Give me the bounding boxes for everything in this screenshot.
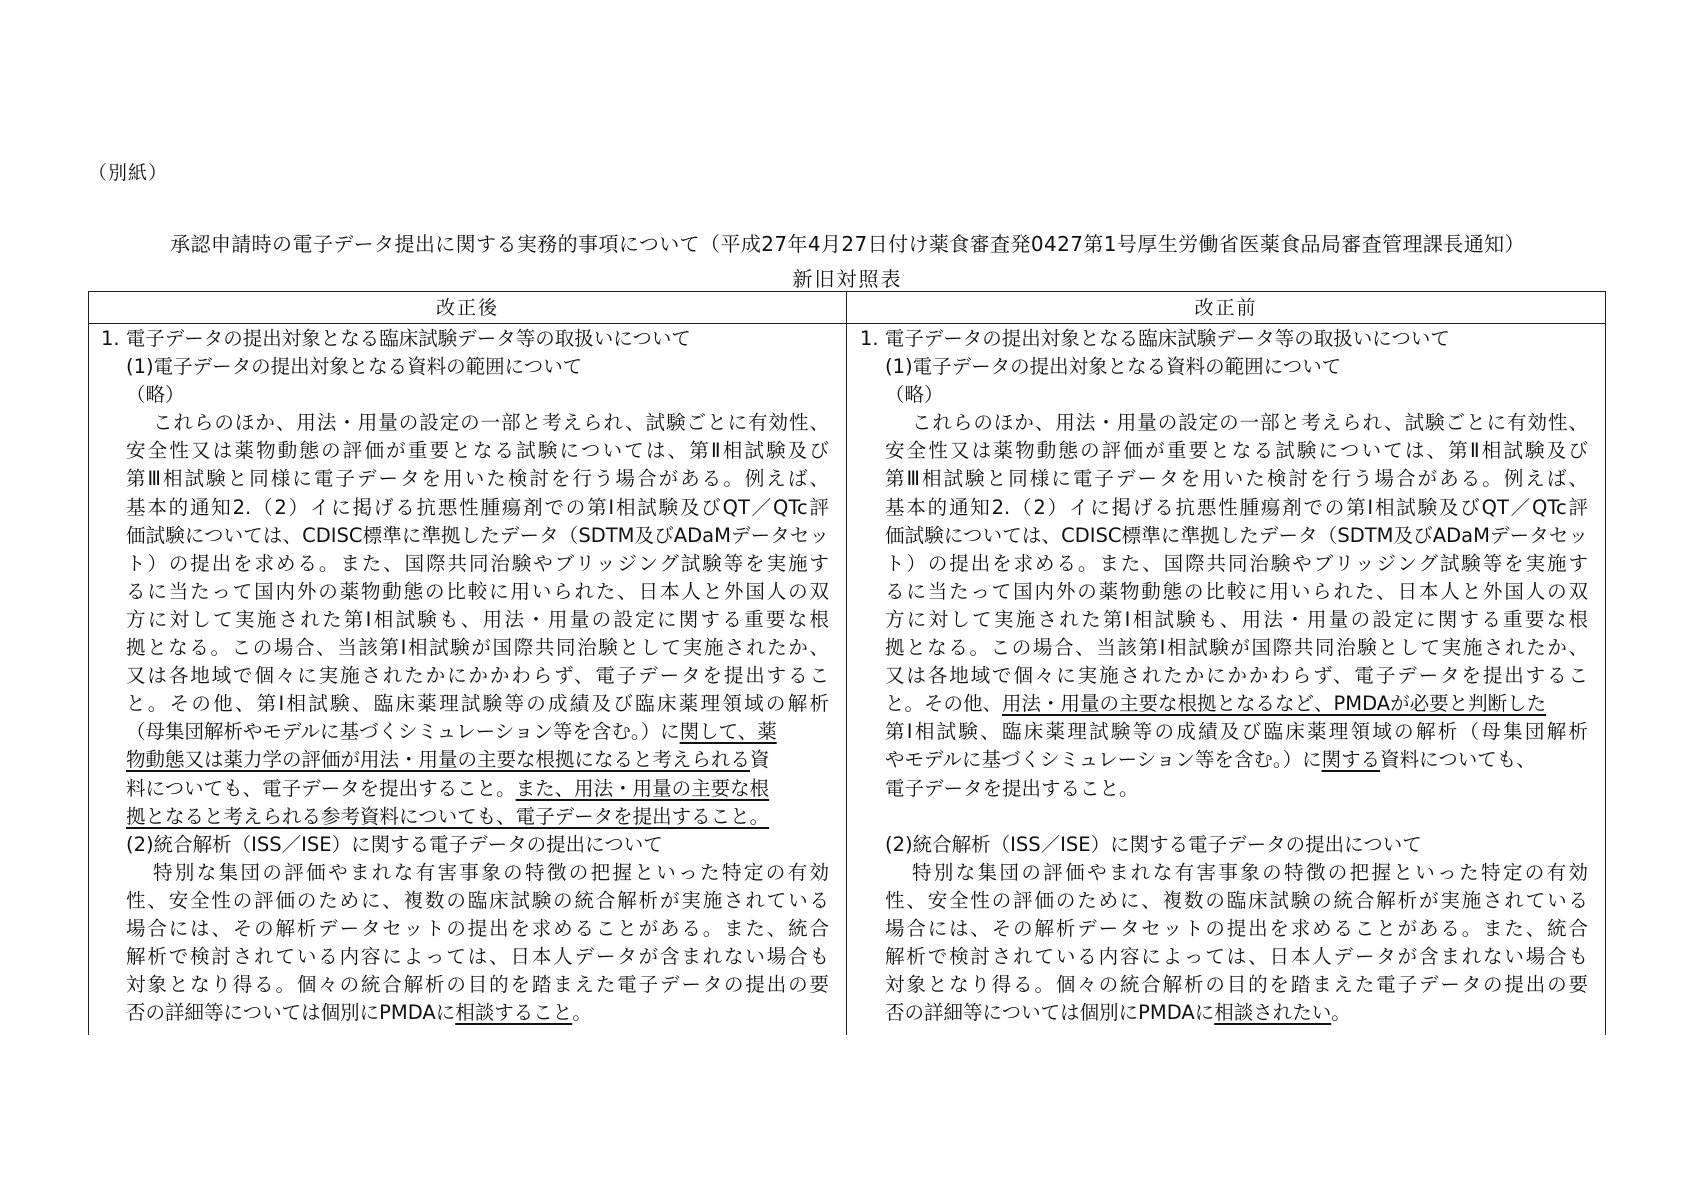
omitted-note: （略） — [126, 383, 185, 407]
body-line: と。その他、第Ⅰ相試験、臨床薬理試験等の成績及び臨床薬理領域の解析 — [126, 692, 829, 716]
body-line: 価試験については、CDISC標準に準拠したデータ（SDTM及びADaMデータセッ — [126, 523, 829, 547]
body-line: 拠となる。この場合、当該第Ⅰ相試験が国際共同治験として実施されたか、 — [885, 636, 1588, 660]
body-line — [101, 718, 829, 746]
body-line: るに当たって国内外の薬物動態の比較に用いられた、日本人と外国人の双 — [885, 579, 1588, 603]
body-line: 特別な集団の評価やまれな有害事象の特徴の把握といった特定の有効 — [912, 860, 1588, 884]
body-line: 方に対して実施された第Ⅰ相試験も、用法・用量の設定に関する重要な根 — [126, 607, 829, 631]
body-line: 特別な集団の評価やまれな有害事象の特徴の把握といった特定の有効 — [153, 860, 829, 884]
body-line — [101, 746, 829, 774]
body-line: 場合には、その解析データセットの提出を求めることがある。また、統合 — [885, 916, 1588, 940]
omitted-note: （略） — [885, 383, 944, 407]
body-line: 基本的通知2.（2）イに掲げる抗悪性腫瘍剤での第Ⅰ相試験及びQT／QTc評 — [126, 495, 829, 519]
subsection-heading: (2)統合解析（ISS／ISE）に関する電子データの提出について — [126, 832, 663, 856]
document-subtitle: 新旧対照表 — [792, 267, 903, 291]
annex-label: （別紙） — [88, 162, 169, 184]
body-line: ト）の提出を求める。また、国際共同治験やブリッジング試験等を実施す — [885, 551, 1588, 575]
body-line — [101, 803, 829, 831]
body-line: るに当たって国内外の薬物動態の比較に用いられた、日本人と外国人の双 — [126, 579, 829, 603]
body-line — [101, 775, 829, 803]
subsection-heading: (1)電子データの提出対象となる資料の範囲について — [885, 355, 1342, 379]
body-line: 第Ⅲ相試験と同様に電子データを用いた検討を行う場合がある。例えば、 — [885, 467, 1588, 491]
body-line: これらのほか、用法・用量の設定の一部と考えられ、試験ごとに有効性、 — [153, 411, 829, 435]
body-line: 安全性又は薬物動態の評価が重要となる試験については、第Ⅱ相試験及び — [126, 439, 829, 463]
body-line: 又は各地域で個々に実施されたかにかかわらず、電子データを提出するこ — [885, 664, 1588, 688]
document-title: 承認申請時の電子データ提出に関する実務的事項について（平成27年4月27日付け薬食審査発0427第1号厚生労働省医薬食品局審査管理課長通知） — [170, 232, 1525, 256]
text-segment: 資 — [750, 748, 770, 772]
body-line: 解析で検討されている内容によっては、日本人データが含まれない場合も — [126, 945, 829, 969]
column-before-revision — [860, 325, 1588, 1027]
body-line — [101, 999, 829, 1027]
body-line — [860, 999, 1588, 1027]
text-segment: 料についても、電子データを提出すること。 — [126, 776, 516, 800]
body-line: 安全性又は薬物動態の評価が重要となる試験については、第Ⅱ相試験及び — [885, 439, 1588, 463]
section-heading: 1. 電子データの提出対象となる臨床試験データ等の取扱いについて — [860, 327, 1450, 350]
header-before-revision: 改正前 — [1194, 297, 1258, 319]
body-line: 場合には、その解析データセットの提出を求めることがある。また、統合 — [126, 916, 829, 940]
text-segment: 。 — [572, 1001, 592, 1025]
body-line: 第Ⅰ相試験、臨床薬理試験等の成績及び臨床薬理領域の解析（母集団解析 — [885, 720, 1588, 744]
amended-text: 相談されたい — [1214, 1001, 1332, 1025]
amended-text: 相談すること — [455, 1001, 573, 1025]
body-line: 第Ⅲ相試験と同様に電子データを用いた検討を行う場合がある。例えば、 — [126, 467, 829, 491]
header-divider — [89, 323, 1605, 324]
subsection-heading: (1)電子データの提出対象となる資料の範囲について — [126, 355, 583, 379]
text-segment: 否の詳細等については個別にPMDAに — [885, 1001, 1215, 1025]
subsection-heading: (2)統合解析（ISS／ISE）に関する電子データの提出について — [885, 832, 1422, 856]
body-line — [860, 746, 1588, 774]
column-divider — [846, 292, 847, 1035]
amended-text: 関する — [1321, 748, 1381, 772]
body-line: 価試験については、CDISC標準に準拠したデータ（SDTM及びADaMデータセッ — [885, 523, 1588, 547]
body-line: 拠となる。この場合、当該第Ⅰ相試験が国際共同治験として実施されたか、 — [126, 636, 829, 660]
body-line: ト）の提出を求める。また、国際共同治験やブリッジング試験等を実施す — [126, 551, 829, 575]
body-line: 対象となり得る。個々の統合解析の目的を踏まえた電子データの提出の要 — [126, 973, 829, 997]
amended-text: 関して、薬 — [679, 720, 777, 744]
body-line: 又は各地域で個々に実施されたかにかかわらず、電子データを提出するこ — [126, 664, 829, 688]
comparison-table — [88, 291, 1606, 1035]
body-line: 方に対して実施された第Ⅰ相試験も、用法・用量の設定に関する重要な根 — [885, 607, 1588, 631]
text-segment: と。その他、 — [885, 692, 1003, 716]
section-heading: 1. 電子データの提出対象となる臨床試験データ等の取扱いについて — [101, 327, 691, 350]
amended-text: また、用法・用量の主要な根 — [515, 776, 770, 800]
body-line: 対象となり得る。個々の統合解析の目的を踏まえた電子データの提出の要 — [885, 973, 1588, 997]
text-segment: 資料についても、 — [1380, 748, 1536, 772]
amended-text: 物動態又は薬力学の評価が用法・用量の主要な根拠になると考えられる — [126, 748, 751, 772]
column-after-revision — [101, 325, 829, 1027]
text-segment: （母集団解析やモデルに基づくシミュレーション等を含む。）に — [126, 720, 680, 744]
text-segment: 否の詳細等については個別にPMDAに — [126, 1001, 456, 1025]
body-line: 性、安全性の評価のために、複数の臨床試験の統合解析が実施されている — [126, 888, 829, 912]
text-segment: やモデルに基づくシミュレーション等を含む。）に — [885, 748, 1322, 772]
body-line: 基本的通知2.（2）イに掲げる抗悪性腫瘍剤での第Ⅰ相試験及びQT／QTc評 — [885, 495, 1588, 519]
amended-text: 拠となると考えられる参考資料についても、電子データを提出すること。 — [126, 804, 770, 828]
body-line: 電子データを提出すること。 — [885, 776, 1139, 800]
text-segment: 。 — [1331, 1001, 1351, 1025]
header-after-revision: 改正後 — [435, 297, 499, 319]
body-line — [860, 690, 1588, 718]
body-line: これらのほか、用法・用量の設定の一部と考えられ、試験ごとに有効性、 — [912, 411, 1588, 435]
body-line: 解析で検討されている内容によっては、日本人データが含まれない場合も — [885, 945, 1588, 969]
body-line: 性、安全性の評価のために、複数の臨床試験の統合解析が実施されている — [885, 888, 1588, 912]
blank-line — [860, 803, 1588, 831]
amended-text: 用法・用量の主要な根拠となるなど、PMDAが必要と判断した — [1002, 692, 1547, 716]
